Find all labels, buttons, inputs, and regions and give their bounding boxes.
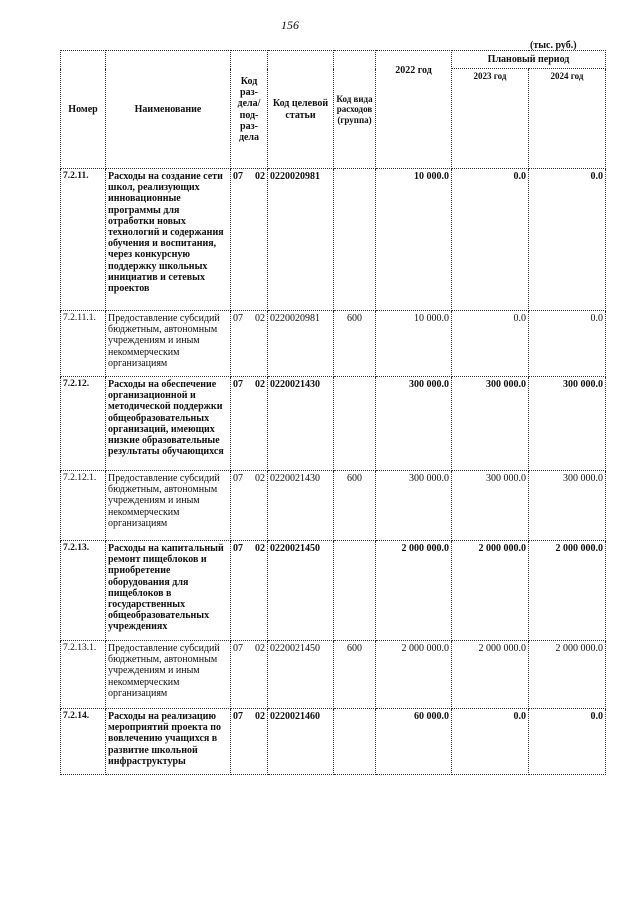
- section-code: 07: [233, 643, 243, 654]
- row-section: [231, 471, 268, 541]
- row-number: 7.2.11.1.: [61, 311, 106, 377]
- header-2022: 2022 год: [376, 51, 452, 169]
- section-code: 07: [233, 313, 243, 324]
- row-name: Предоставление субсидий бюджетным, автономным учреждениям и иным некоммерческим организациям: [106, 641, 231, 709]
- row-number: 7.2.12.: [61, 377, 106, 471]
- subsection-code: 02: [255, 643, 265, 654]
- row-2022: 10 000.0: [376, 169, 452, 311]
- subsection-code: 02: [255, 379, 265, 390]
- table-header: [61, 51, 606, 169]
- header-name: Наименование: [106, 51, 231, 169]
- row-2024: 2 000 000.0: [529, 541, 606, 641]
- header-2024: 2024 год: [529, 69, 606, 169]
- row-target: 0220021450: [268, 541, 334, 641]
- row-2022: 2 000 000.0: [376, 541, 452, 641]
- row-kind: [334, 169, 376, 311]
- row-kind: [334, 377, 376, 471]
- table-row: [61, 377, 606, 471]
- row-number: 7.2.12.1.: [61, 471, 106, 541]
- row-2024: 0.0: [529, 709, 606, 775]
- header-planned: Плановый период: [452, 51, 606, 69]
- row-target: 0220021430: [268, 471, 334, 541]
- row-kind: [334, 541, 376, 641]
- row-kind: 600: [334, 471, 376, 541]
- section-code: 07: [233, 379, 243, 390]
- row-name: Предоставление субсидий бюджетным, автономным учреждениям и иным некоммерческим организациям: [106, 311, 231, 377]
- table-row: [61, 471, 606, 541]
- row-2024: 2 000 000.0: [529, 641, 606, 709]
- row-section: [231, 541, 268, 641]
- section-code: 07: [233, 473, 243, 484]
- row-target: 0220021450: [268, 641, 334, 709]
- row-section: [231, 641, 268, 709]
- row-2023: 2 000 000.0: [452, 541, 529, 641]
- row-section: [231, 169, 268, 311]
- row-target: 0220021430: [268, 377, 334, 471]
- subsection-code: 02: [255, 171, 265, 182]
- row-section: [231, 709, 268, 775]
- row-name: Предоставление субсидий бюджетным, автономным учреждениям и иным некоммерческим организациям: [106, 471, 231, 541]
- table-body: [61, 169, 606, 775]
- table-row: [61, 311, 606, 377]
- row-name: Расходы на капитальный ремонт пищеблоков и приобретение оборудования для пищеблоков в государственных общеобразовательных учреждениях: [106, 541, 231, 641]
- row-2022: 2 000 000.0: [376, 641, 452, 709]
- row-2022: 10 000.0: [376, 311, 452, 377]
- row-2023: 0.0: [452, 169, 529, 311]
- section-code: 07: [233, 711, 243, 722]
- row-number: 7.2.11.: [61, 169, 106, 311]
- subsection-code: 02: [255, 711, 265, 722]
- table-row: [61, 709, 606, 775]
- row-number: 7.2.13.1.: [61, 641, 106, 709]
- row-kind: [334, 709, 376, 775]
- row-2023: 0.0: [452, 311, 529, 377]
- row-number: 7.2.14.: [61, 709, 106, 775]
- table-row: [61, 641, 606, 709]
- section-code: 07: [233, 543, 243, 554]
- row-2022: 300 000.0: [376, 377, 452, 471]
- units-note: (тыс. руб.): [530, 40, 577, 51]
- page-number: 156: [281, 18, 299, 32]
- row-target: 0220020981: [268, 311, 334, 377]
- header-kind: Код вида расходов (группа): [334, 51, 376, 169]
- row-number: 7.2.13.: [61, 541, 106, 641]
- row-2024: 0.0: [529, 311, 606, 377]
- section-code: 07: [233, 171, 243, 182]
- row-2024: 0.0: [529, 169, 606, 311]
- subsection-code: 02: [255, 473, 265, 484]
- row-kind: 600: [334, 311, 376, 377]
- row-2023: 300 000.0: [452, 471, 529, 541]
- row-2023: 300 000.0: [452, 377, 529, 471]
- subsection-code: 02: [255, 313, 265, 324]
- header-2023: 2023 год: [452, 69, 529, 169]
- row-2024: 300 000.0: [529, 377, 606, 471]
- row-kind: 600: [334, 641, 376, 709]
- budget-table: [60, 50, 606, 775]
- row-target: 0220021460: [268, 709, 334, 775]
- row-2022: 60 000.0: [376, 709, 452, 775]
- row-section: [231, 377, 268, 471]
- subsection-code: 02: [255, 543, 265, 554]
- row-name: Расходы на создание сети школ, реализующих инновационные программы для отработки новых технологий и содержания обучения и воспитания, через конкурсную поддержку школьных инициатив и сетевых проектов: [106, 169, 231, 311]
- row-2022: 300 000.0: [376, 471, 452, 541]
- header-target: Код целевой статьи: [268, 51, 334, 169]
- header-number: Номер: [61, 51, 106, 169]
- table-row: [61, 169, 606, 311]
- header-section: Код раз-дела/ под-раз-дела: [231, 51, 268, 169]
- row-name: Расходы на обеспечение организационной и методической поддержки общеобразовательных организаций, имеющих низкие образовательные результаты обучающихся: [106, 377, 231, 471]
- table-row: [61, 541, 606, 641]
- row-target: 0220020981: [268, 169, 334, 311]
- row-2024: 300 000.0: [529, 471, 606, 541]
- row-2023: 0.0: [452, 709, 529, 775]
- row-name: Расходы на реализацию мероприятий проекта по вовлечению учащихся в развитие школьной инфраструктуры: [106, 709, 231, 775]
- row-2023: 2 000 000.0: [452, 641, 529, 709]
- row-section: [231, 311, 268, 377]
